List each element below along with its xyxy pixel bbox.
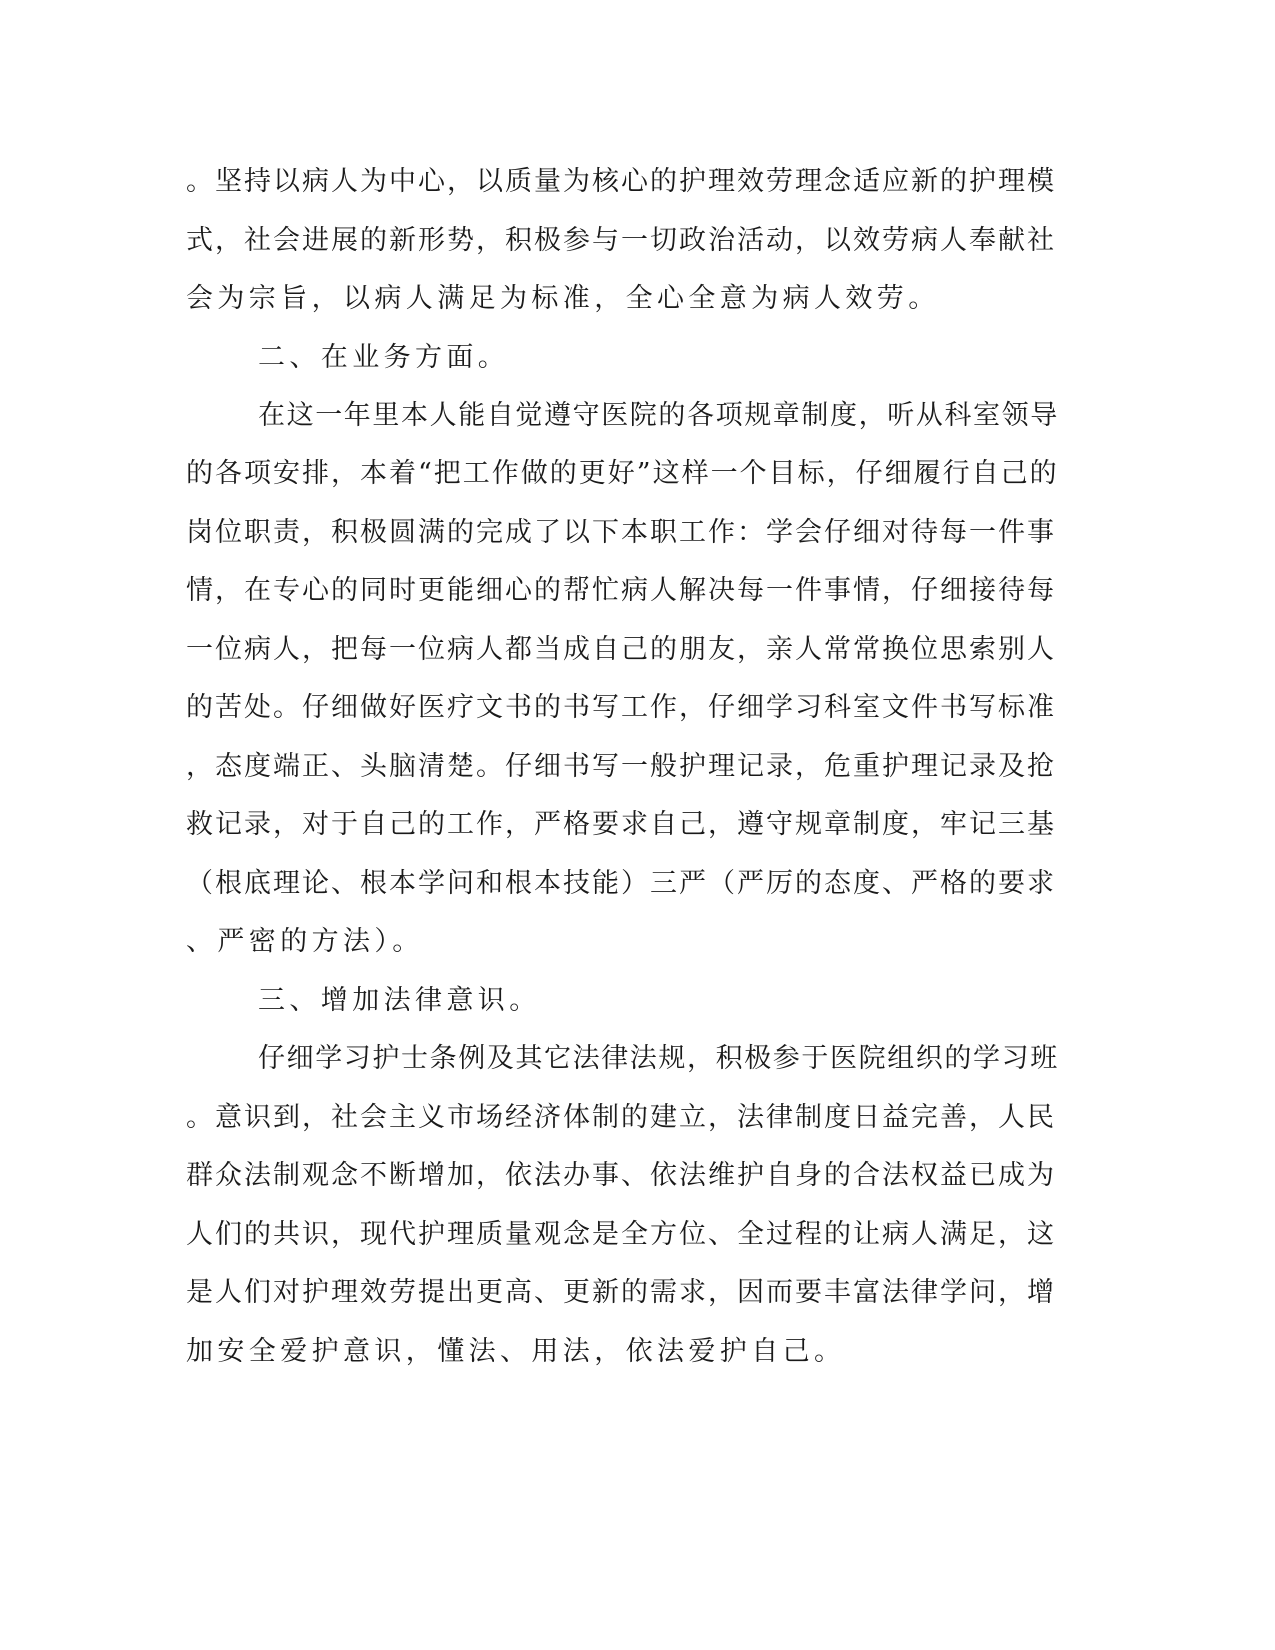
text-line: 是人们对护理效劳提出更高、更新的需求，因而要丰富法律学问，增 <box>186 1277 1056 1308</box>
section-heading-business: 二、在业务方面。 <box>258 342 510 373</box>
text-line: 、严密的方法）。 <box>186 926 424 957</box>
text-line: 的各项安排，本着“把工作做的更好”这样一个目标，仔细履行自己的 <box>186 458 1059 489</box>
text-line: 的苦处。仔细做好医疗文书的书写工作，仔细学习科室文件书写标准 <box>186 692 1056 723</box>
text-line: （根底理论、根本学问和根本技能）三严（严厉的态度、严格的要求 <box>186 868 1056 899</box>
text-line: 岗位职责，积极圆满的完成了以下本职工作：学会仔细对待每一件事 <box>186 517 1056 548</box>
text-line: 式，社会进展的新形势，积极参与一切政治活动，以效劳病人奉献社 <box>186 225 1056 256</box>
text-line: 情，在专心的同时更能细心的帮忙病人解决每一件事情，仔细接待每 <box>186 575 1056 606</box>
text-line: 在这一年里本人能自觉遵守医院的各项规章制度，听从科室领导 <box>258 400 1059 431</box>
text-line: 会为宗旨，以病人满足为标准，全心全意为病人效劳。 <box>186 283 940 314</box>
text-line: 。坚持以病人为中心，以质量为核心的护理效劳理念适应新的护理模 <box>186 166 1056 197</box>
text-line: 一位病人，把每一位病人都当成自己的朋友，亲人常常换位思索别人 <box>186 634 1056 665</box>
text-line: 加安全爱护意识，懂法、用法，依法爱护自己。 <box>186 1336 846 1367</box>
text-line: 人们的共识，现代护理质量观念是全方位、全过程的让病人满足，这 <box>186 1219 1056 1250</box>
text-line: 仔细学习护士条例及其它法律法规，积极参于医院组织的学习班 <box>258 1043 1059 1074</box>
section-heading-legal: 三、增加法律意识。 <box>258 985 541 1016</box>
text-line: 群众法制观念不断增加，依法办事、依法维护自身的合法权益已成为 <box>186 1160 1056 1191</box>
text-line: ，态度端正、头脑清楚。仔细书写一般护理记录，危重护理记录及抢 <box>186 751 1056 782</box>
text-line: 。意识到，社会主义市场经济体制的建立，法律制度日益完善，人民 <box>186 1102 1056 1133</box>
text-line: 救记录，对于自己的工作，严格要求自己，遵守规章制度，牢记三基 <box>186 809 1056 840</box>
